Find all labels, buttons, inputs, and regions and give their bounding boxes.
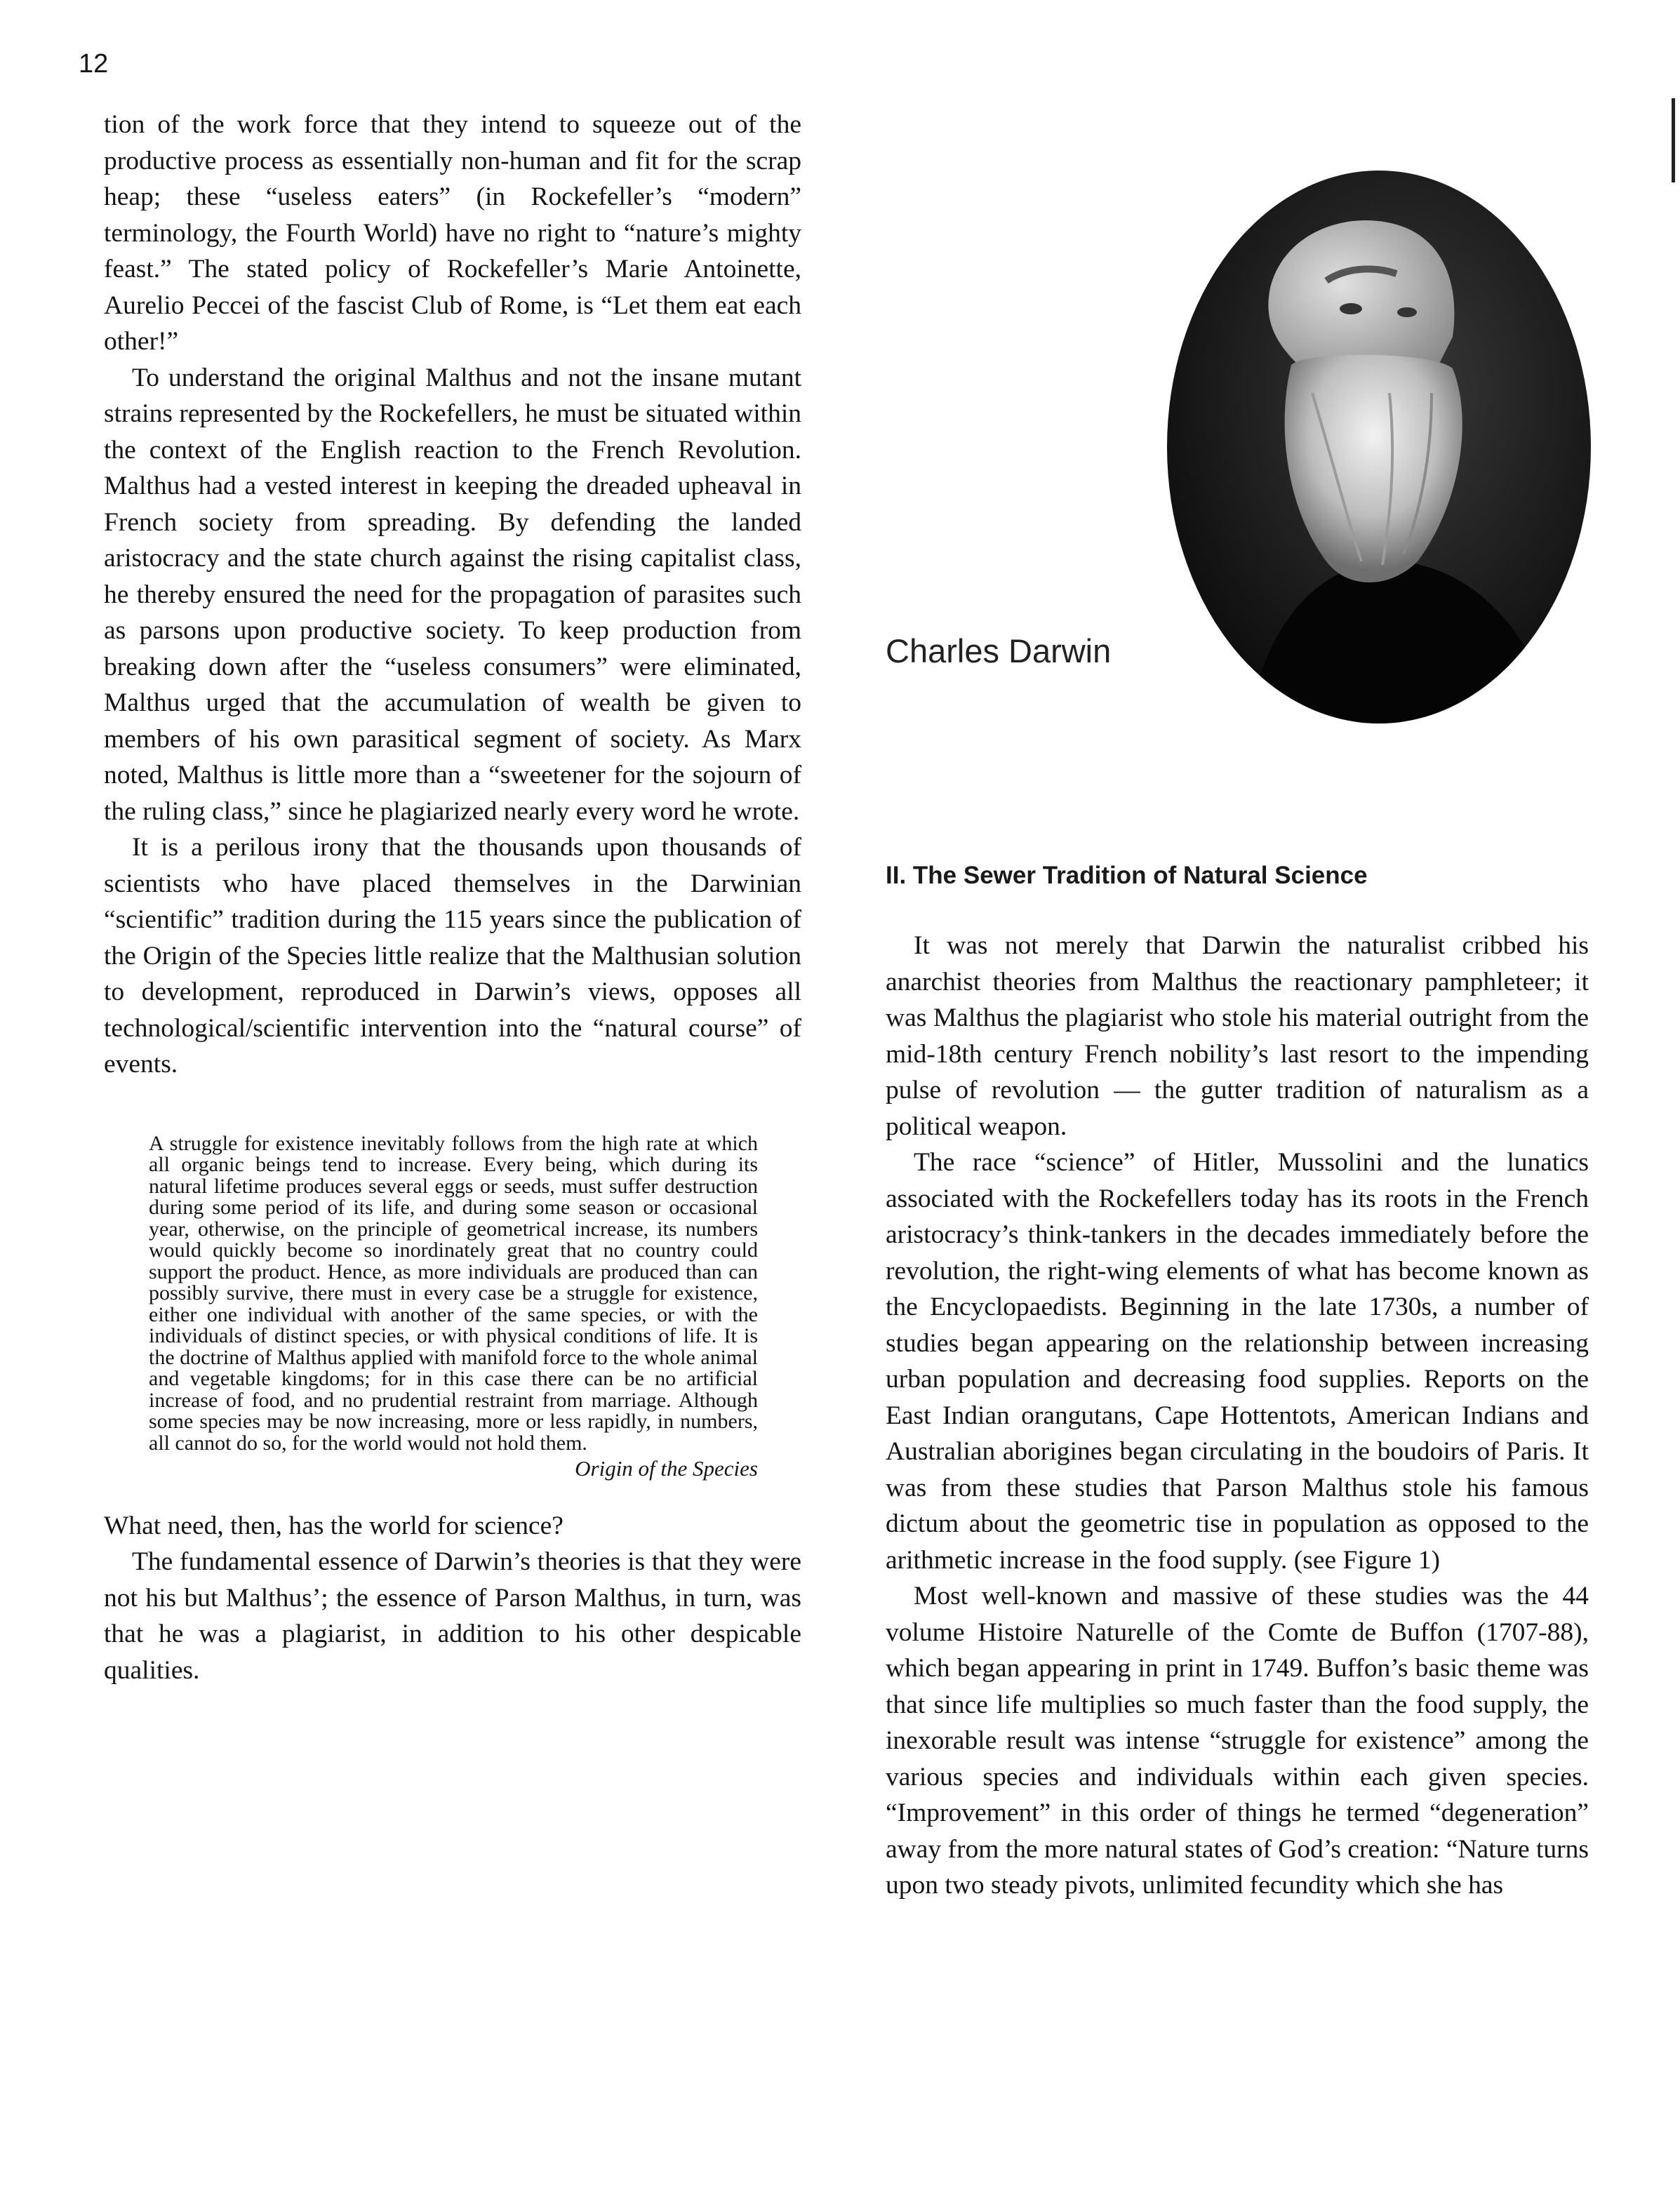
body-paragraph: It is a perilous irony that the thousands upon thousands of scientists who have placed themselves in the Darwinian “scientific” tradition during the 115 years since the publication of the Origin of the Species little realize that the Malthusian solution to development, reproduced in Darwin’s views, opposes all technological/scientific intervention into the “natural course” of events. xyxy=(104,833,801,1079)
block-quote-text: A struggle for existence inevitably follows from the high rate at which all organic beings tend to increase. Every being, which during its natural lifetime produces several eggs or seeds, must suffer destruction during some period of its life, and during some season or occasional year, otherwise, on the principle of geometrical increase, its numbers would quickly become so inordinately great that no country could support the product. Hence, as more individuals are produced than can possibly survive, there must in every case be a struggle for existence, either one individual with another of the same species, or with the individuals of distinct species, or with physical conditions of life. It is the doctrine of Malthus applied with manifold force to the whole animal and vegetable kingdoms; for in this case there can be no artificial increase of food, and no prudential restraint from marriage. Although some species may be now increasing, more or less rapidly, in numbers, all cannot do so, for the world would not hold them. xyxy=(149,1131,758,1455)
darwin-portrait xyxy=(1165,168,1593,726)
body-paragraph: The fundamental essence of Darwin’s theories is that they were not his but Malthus’; the essence of Parson Malthus, in turn, was that he was a plagiarist, in addition to his other despicable qualities. xyxy=(104,1547,801,1685)
body-paragraph: What need, then, has the world for science? xyxy=(104,1511,564,1540)
body-paragraph: Most well-known and massive of these studies was the 44 volume Histoire Naturelle of the Comte de Buffon (1707-88), which began appearing in print in 1749. Buffon’s basic theme was that since life multiplies so much faster than the food supply, the inexorable result was intense “struggle for existence” among the various species and individuals within each given species. “Improvement” in this order of things he termed “degeneration” away from the more natural states of God’s creation: “Nature turns upon two steady pivots, unlimited fecundity which she has xyxy=(886,1582,1589,1900)
body-paragraph: To understand the original Malthus and not the insane mutant strains represented by the Rockefellers, he must be situated within the context of the English reaction to the French Revolution. Malthus had a vested interest in keeping the dreaded upheaval in French society from spreading. By defending the landed aristocracy and the state church against the rising capitalist class, he thereby ensured the need for the propagation of parasites such as parsons upon productive society. To keep production from breaking down after the “useless consumers” were eliminated, Malthus urged that the accumulation of wealth be given to members of his own parasitical segment of society. As Marx noted, Malthus is little more than a “sweetener for the sojourn of the ruling class,” since he plagiarized nearly every word he wrote. xyxy=(104,363,801,826)
section-heading: II. The Sewer Tradition of Natural Science xyxy=(886,862,1368,889)
left-column xyxy=(104,107,801,1688)
portrait-caption: Charles Darwin xyxy=(886,632,1112,669)
block-quote-citation: Origin of the Species xyxy=(575,1456,758,1481)
page-number: 12 xyxy=(79,49,109,79)
body-paragraph: It was not merely that Darwin the naturalist cribbed his anarchist theories from Malthus the reactionary pamphleteer; it was Malthus the plagiarist who stole his material outright from the mid-18th century French nobility’s last resort to the impending pulse of revolution — the gutter tradition of naturalism as a political weapon. xyxy=(886,931,1589,1141)
body-paragraph: tion of the work force that they intend to squeeze out of the productive process as essentially non-human and fit for the scrap heap; these “useless eaters” (in Rockefeller’s “modern” terminology, the Fourth World) have no right to “nature’s mighty feast.” The stated policy of Rockefeller’s Marie Antoinette, Aurelio Peccei of the fascist Club of Rome, is “Let them eat each other!” xyxy=(104,110,801,356)
after-quote-text xyxy=(104,1508,801,1689)
block-quote xyxy=(149,1133,758,1480)
body-paragraph: The race “science” of Hitler, Mussolini and the lunatics associated with the Rockefellers today has its roots in the French aristocracy’s think-tankers in the decades immediately before the revolution, the right-wing elements of what has become known as the Encyclopaedists. Beginning in the late 1730s, a number of studies began appearing on the relationship between increasing urban population and decreasing food supplies. Reports on the East Indian orangutans, Cape Hottentots, American Indians and Australian aborigines began circulating in the boudoirs of Paris. It was from these studies that Parson Malthus stole his famous dictum about the geometric tise in population as opposed to the arithmetic increase in the food supply. (see Figure 1) xyxy=(886,1148,1589,1575)
page-edge-mark xyxy=(1672,98,1675,182)
right-column xyxy=(886,928,1589,1904)
